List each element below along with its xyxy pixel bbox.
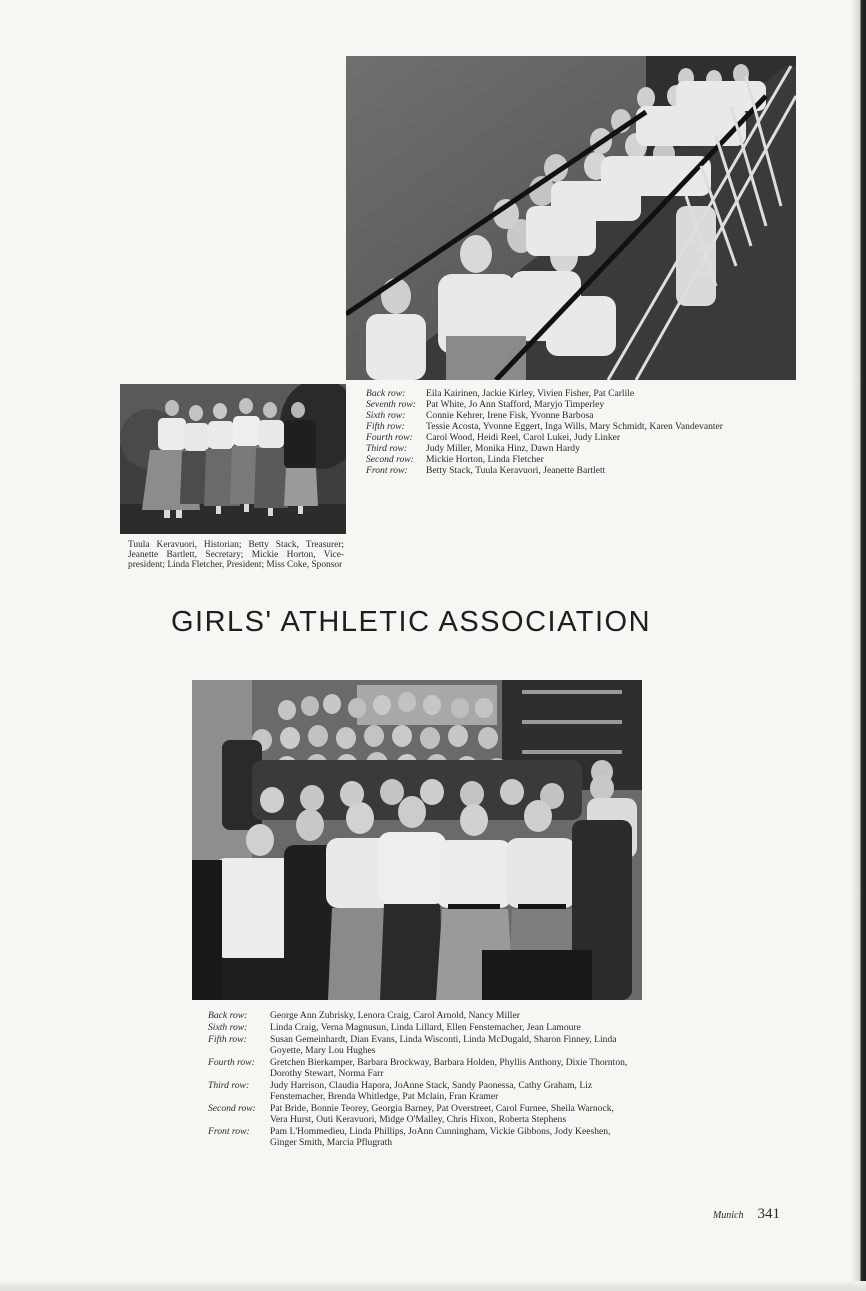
page-bottom-edge (0, 1281, 866, 1291)
row-names: Judy Harrison, Claudia Hapora, JoAnne Stack, Sandy Paonessa, Cathy Graham, Liz Fenstemacher, Brenda Whitledge, Pat Mclain, Fran Kramer (270, 1080, 593, 1102)
row-names: Mickie Horton, Linda Fletcher (426, 454, 544, 465)
ident-row (208, 1010, 628, 1021)
page-edge-shadow (852, 0, 866, 1291)
page-footer (650, 1206, 780, 1223)
row-names: George Ann Zubrisky, Lenora Craig, Carol Arnold, Nancy Miller (270, 1010, 520, 1021)
row-names: Pam L'Hommedieu, Linda Phillips, JoAnn Cunningham, Vickie Gibbons, Jody Keeshen, Ginger Smith, Marcia Pflugrath (270, 1126, 611, 1148)
top-photo-identification (366, 388, 796, 476)
row-label: Second row: (208, 1103, 256, 1114)
ident-row (366, 388, 796, 399)
row-names: Eila Kairinen, Jackie Kirley, Vivien Fisher, Pat Carlile (426, 388, 635, 399)
page-number: 341 (757, 1206, 780, 1222)
row-names: Judy Miller, Monika Hinz, Dawn Hardy (426, 443, 580, 454)
row-names: Susan Gemeinhardt, Dian Evans, Linda Wisconti, Linda McDugald, Sharon Finney, Linda Goyette, Mary Lou Hughes (270, 1034, 617, 1056)
officers-photo (120, 384, 346, 534)
ident-row (208, 1057, 628, 1079)
row-names: Betty Stack, Tuula Keravuori, Jeanette Bartlett (426, 465, 606, 476)
ident-row (208, 1080, 628, 1102)
ident-row (208, 1022, 628, 1033)
page-title: GIRLS' ATHLETIC ASSOCIATION (170, 606, 652, 638)
ident-row (366, 454, 796, 465)
officers-caption: Tuula Keravuori, Historian; Betty Stack, Treasurer; Jeanette Bartlett, Secretary; Mickie Horton, Vice-president; Linda Fletcher, President; Miss Coke, Sponsor (128, 540, 344, 571)
row-names: Gretchen Bierkamper, Barbara Brockway, Barbara Holden, Phyllis Anthony, Dixie Thornton, Dorothy Stewart, Norma Farr (270, 1057, 628, 1079)
association-group-photo (192, 680, 642, 1000)
ident-row (366, 421, 796, 432)
ident-row (366, 465, 796, 476)
row-names: Pat Bride, Bonnie Teorey, Georgia Barney, Pat Overstreet, Carol Furnee, Sheila Warnock, Vera Hurst, Outi Keravuori, Midge O'Malley, Chris Hixon, Roberta Stephens (270, 1103, 614, 1125)
row-label: Seventh row: (366, 399, 416, 410)
row-label: Sixth row: (208, 1022, 248, 1033)
ident-row (366, 399, 796, 410)
row-label: Third row: (208, 1080, 250, 1091)
row-names: Tessie Acosta, Yvonne Eggert, Inga Wills, Mary Schmidt, Karen Vandevanter (426, 421, 724, 432)
row-label: Second row: (366, 454, 414, 465)
row-label: Sixth row: (366, 410, 406, 421)
row-names: Connie Kehrer, Irene Fisk, Yvonne Barbosa (426, 410, 594, 421)
row-names: Pat White, Jo Ann Stafford, Maryjo Timperley (426, 399, 605, 410)
row-names: Carol Wood, Heidi Reel, Carol Lukei, Judy Linker (426, 432, 621, 443)
row-label: Front row: (208, 1126, 250, 1137)
row-label: Back row: (208, 1010, 248, 1021)
row-label: Fifth row: (366, 421, 405, 432)
row-label: Third row: (366, 443, 408, 454)
row-label: Fourth row: (366, 432, 413, 443)
bottom-photo-identification (208, 1010, 628, 1148)
row-names: Linda Craig, Verna Magnusun, Linda Lillard, Ellen Fenstemacher, Jean Lamoure (270, 1022, 581, 1033)
section-name: Munich (712, 1210, 744, 1221)
ident-row (366, 432, 796, 443)
ident-row (366, 410, 796, 421)
row-label: Back row: (366, 388, 406, 399)
ident-row (208, 1126, 628, 1148)
staircase-group-photo (346, 56, 796, 380)
ident-row (366, 443, 796, 454)
row-label: Front row: (366, 465, 408, 476)
ident-row (208, 1034, 628, 1056)
row-label: Fourth row: (208, 1057, 255, 1068)
row-label: Fifth row: (208, 1034, 247, 1045)
ident-row (208, 1103, 628, 1125)
